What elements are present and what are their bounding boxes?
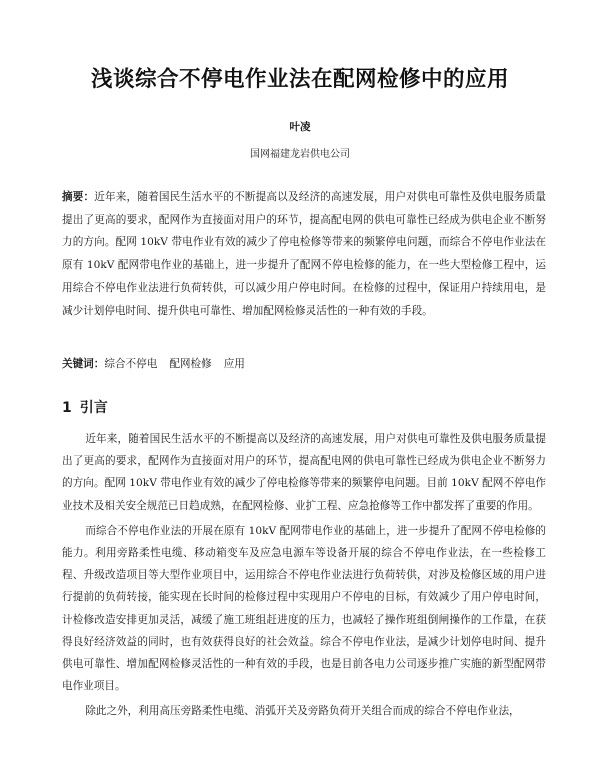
section-heading [62,397,108,417]
body-paragraph: 而综合不停电作业法的开展在原有 10kV 配网带电作业的基础上，进一步提升了配网不停电检修的能力。利用旁路柔性电缆、移动箱变车及应急电源车等设备开展的综合不停电作业法，在一些检修工程、升级改造项目等大型作业项目中，运用综合不停电作业法进行负荷转供，对涉及检修区域的用户进行提前的负荷转接，能实现在长时间的检修过程中实现用户不停电的目标，有效减少了用户停电时间，计检修改造安排更加灵活，减缓了施工班组赶进度的压力，也减轻了操作班组倒闸操作的工作量，在获得良好经济效益的同时，也有效获得良好的社会效益。综合不停电作业法，是减少计划停电时间、提升供电可靠性、增加配网检修灵活性的一种有效的手段，也是目前各电力公司逐步推广实施的新型配网带电作业项目。 [62,524,546,693]
author-affiliation: 国网福建龙岩供电公司 [250,149,350,160]
paper-title: 浅谈综合不停电作业法在配网检修中的应用 [90,67,509,92]
body-paragraph: 近年来，随着国民生活水平的不断提高以及经济的高速发展，用户对供电可靠性及供电服务质量提出了更高的要求，配网作为直接面对用户的环节，提高配电网的供电可靠性已经成为供电企业不断努力的方向。配网 10kV 带电作业有效的减少了停电检修等带来的频繁停电问题。目前 10kV 配网不停电作业技术及相关安全规范已日趋成熟，在配网检修、业扩工程、应急抢修等工作中都发挥了重要的作用。 [62,433,546,512]
section-number: 1 [62,400,72,416]
abstract-text: 近年来，随着国民生活水平的不断提高以及经济的高速发展，用户对供电可靠性及供电服务质量提出了更高的要求，配网作为直接面对用户的环节，提高配电网的供电可靠性已经成为供电企业不断努力的方向。配网 10kV 带电作业有效的减少了停电检修等带来的频繁停电问题，而综合不停电作业法在原有 10kV 配网带电作业的基础上，进一步提升了配网不停电检修的能力，在一些大型检修工程中，运用综合不停电作业法进行负荷转供，可以减少用户停电时间。在检修的过程中，保证用户持续用电，是减少计划停电时间、提升供电可靠性、增加配网检修灵活性的一种有效的手段。 [62,191,546,317]
keyword-item: 应用 [223,358,245,370]
keyword-item: 配网检修 [169,358,212,370]
abstract-label: 摘要： [62,191,95,203]
section-body [62,428,546,726]
abstract-block [62,186,546,322]
keywords-label: 关键词： [62,358,105,370]
section-title: 引言 [79,400,108,416]
author-name: 叶凌 [289,121,311,133]
keywords-block [62,356,546,371]
keyword-item: 综合不停电 [104,358,158,370]
body-paragraph: 除此之外，利用高压旁路柔性电缆、消弧开关及旁路负荷开关组合而成的综合不停电作业法， [85,705,520,718]
